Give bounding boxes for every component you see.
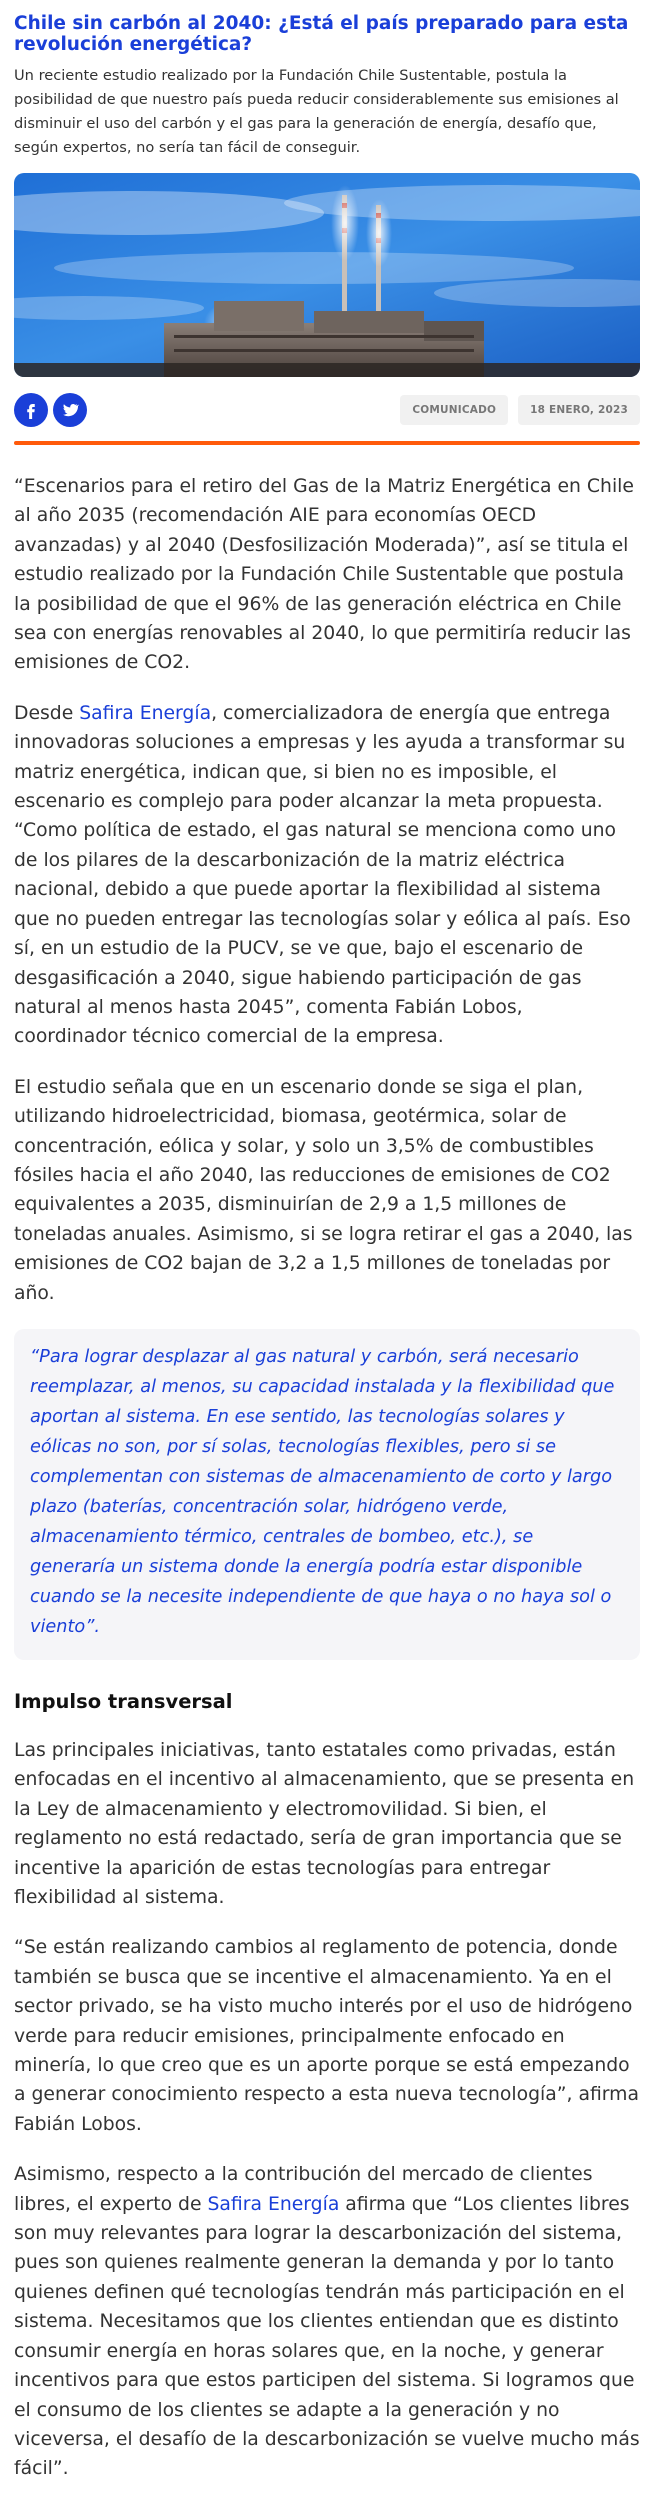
- pull-quote: [14, 1329, 640, 1660]
- paragraph-4: Las principales iniciativas, tanto estatales como privadas, están enfocadas en el incentivo al almacenamiento, que se presenta en la Ley de almacenamiento y electromovilidad. Si bien, el reglamento no está redactado, sería de gran importancia que se incentive la aparición de estas tecnologías para entregar flexibilidad al sistema.: [14, 1739, 635, 1908]
- paragraph-2: [14, 699, 640, 1052]
- article: [0, 13, 654, 2484]
- facebook-icon: [22, 401, 40, 419]
- article-summary: Un reciente estudio realizado por la Fundación Chile Sustentable, postula la posibilidad de que nuestro país pueda reducir considerablemente sus emisiones al disminuir el uso del carbón y el gas para la generación de energía, desafío que, según expertos, no sería tan fácil de conseguir.: [14, 67, 619, 156]
- paragraph-5: “Se están realizando cambios al reglamento de potencia, donde también se busca que se incentive el almacenamiento. Ya en el sector privado, se ha visto mucho interés por el uso de hidrógeno verde para reducir emisiones, principalmente enfocado en minería, lo que creo que es un aporte porque se está empezando a generar conocimiento respecto a esta nueva tecnología”, afirma Fabián Lobos.: [14, 1937, 639, 2135]
- safira-energia-link-2[interactable]: Safira Energía: [207, 2193, 340, 2215]
- meta-row: [14, 387, 640, 433]
- category-badge[interactable]: COMUNICADO: [400, 395, 508, 425]
- share-buttons: [14, 393, 87, 427]
- paragraph-6: [14, 2160, 640, 2483]
- safira-energia-link[interactable]: Safira Energía: [79, 702, 212, 724]
- article-body: [14, 472, 640, 2484]
- paragraph-2-text-end: , comercializadora de energía que entrega innovadoras soluciones a empresas y les ayuda a transformar su matriz energética, indican que, si bien no es imposible, el escenario es complejo para poder alcanzar la meta propuesta. “Como política de estado, el gas natural se menciona como uno de los pilares de la descarbonización de la matriz eléctrica nacional, debido a que puede aportar la flexibilidad al sistema que no pueden entregar las tecnologías solar y eólica al país. Eso sí, en un estudio de la PUCV, se ve que, bajo el escenario de desgasificación a 2040, sigue habiendo participación de gas natural al menos hasta 2045”, comenta Fabián Lobos, coordinador técnico comercial de la empresa.: [14, 702, 631, 1048]
- facebook-share-button[interactable]: [14, 393, 48, 427]
- paragraph-6-text-end: afirma que “Los clientes libres son muy relevantes para lograr la descarbonización del sistema, pues son quienes realmente generan la demanda y por lo tanto quienes definen qué tecnologías tendrán más participación en el sistema. Necesitamos que los clientes entiendan que es distinto consumir energía en horas solares que, en la noche, y generar incentivos para que estos participen del sistema. Si logramos que el consumo de los clientes se adapte a la generación y no viceversa, el desafío de la descarbonización se vuelve mucho más fácil”.: [14, 2193, 640, 2480]
- paragraph-2-text-start: Desde: [14, 702, 80, 724]
- orange-divider: [14, 441, 640, 445]
- subheading: Impulso transversal: [14, 1689, 233, 1713]
- article-title: Chile sin carbón al 2040: ¿Está el país preparado para esta revolución energética?: [14, 13, 629, 55]
- pull-quote-text: “Para lograr desplazar al gas natural y carbón, será necesario reemplazar, al menos, su capacidad instalada y la flexibilidad que aportan al sistema. En ese sentido, las tecnologías solares y eólicas no son, por sí solas, tecnologías flexibles, pero si se complementan con sistemas de almacenamiento de corto y largo plazo (baterías, concentración solar, hidrógeno verde, almacenamiento térmico, centrales de bombeo, etc.), se generaría un sistema donde la energía podría estar disponible cuando se la necesite independiente de que haya o no haya sol o viento”.: [30, 1346, 615, 1637]
- paragraph-1: “Escenarios para el retiro del Gas de la Matriz Energética en Chile al año 2035 (recomendación AIE para economías OECD avanzadas) y al 2040 (Desfosilización Moderada)”, así se titula el estudio realizado por la Fundación Chile Sustentable que postula la posibilidad de que el 96% de las generación eléctrica en Chile sea con energías renovables al 2040, lo que permitiría reducir las emisiones de CO2.: [14, 476, 634, 674]
- paragraph-3: El estudio señala que en un escenario donde se siga el plan, utilizando hidroelectricidad, biomasa, geotérmica, solar de concentración, eólica y solar, y solo un 3,5% de combustibles fósiles hacia el año 2040, las reducciones de emisiones de CO2 equivalentes a 2035, disminuirían de 2,9 a 1,5 millones de toneladas anuales. Asimismo, si se logra retirar el gas a 2040, las emisiones de CO2 bajan de 3,2 a 1,5 millones de toneladas por año.: [14, 1076, 633, 1304]
- paragraph-6-text-start: Asimismo, respecto a la contribución del mercado de clientes libres, el experto de: [14, 2164, 593, 2215]
- twitter-share-button[interactable]: [53, 393, 87, 427]
- publish-date: 18 ENERO, 2023: [518, 395, 640, 425]
- twitter-icon: [61, 401, 79, 419]
- hero-image: [14, 173, 640, 377]
